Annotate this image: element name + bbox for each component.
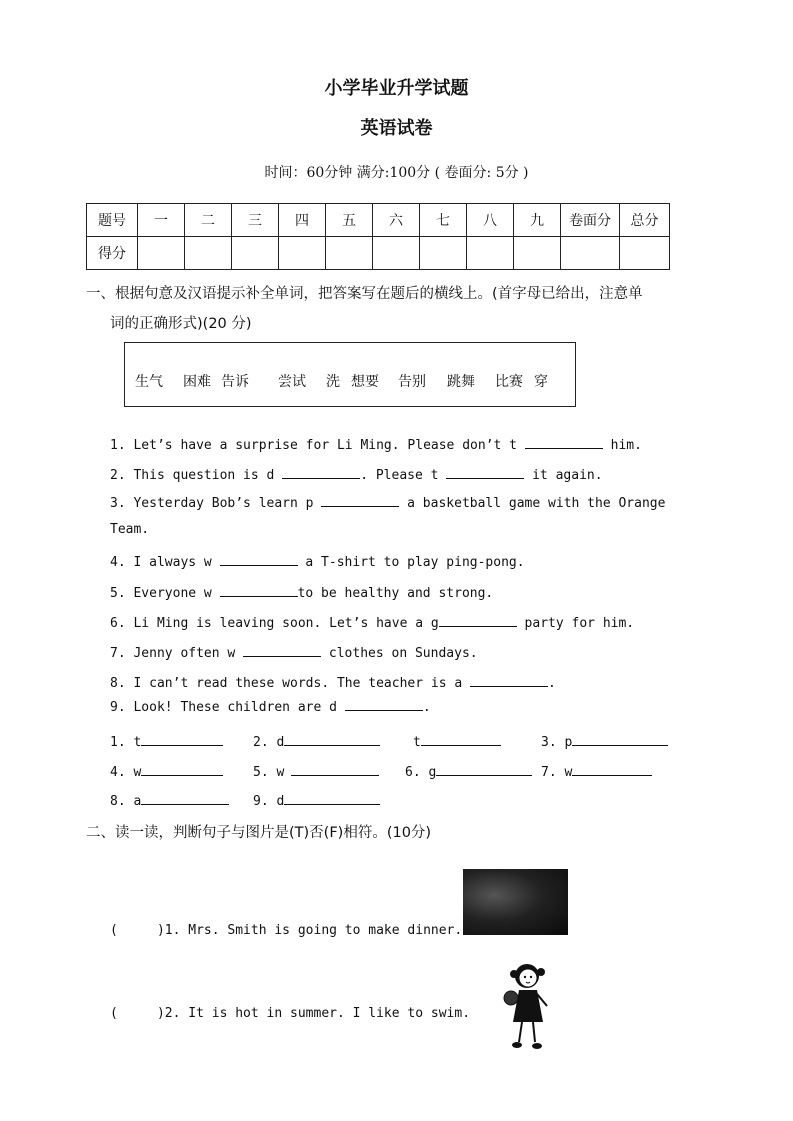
section2-heading: 二、读一读，判断句子与图片是(T)否(F)相符。(10分) xyxy=(86,825,432,841)
score-input-cell[interactable] xyxy=(138,237,185,270)
score-cell: 四 xyxy=(279,204,326,237)
score-input-cell[interactable] xyxy=(373,237,420,270)
exam-info: 时间：60分钟 满分:100分 ( 卷面分: 5分 ) xyxy=(264,165,529,181)
dinner-photo xyxy=(463,869,568,935)
answer-line[interactable] xyxy=(291,763,379,776)
answer-blank[interactable] xyxy=(220,584,298,597)
girl-face xyxy=(519,969,537,987)
question-9: 9. Look! These children are d . xyxy=(110,700,431,715)
answer-blank[interactable] xyxy=(220,553,298,566)
score-input-cell[interactable] xyxy=(232,237,279,270)
score-input-cell[interactable] xyxy=(620,237,670,270)
answer-blank[interactable] xyxy=(446,466,524,479)
score-table xyxy=(86,203,670,270)
answer-slot: 2. d xyxy=(253,733,380,750)
section1-heading-cont: 词的正确形式)(20 分) xyxy=(110,316,252,332)
answer-blank[interactable] xyxy=(345,698,423,711)
question-4: 4. I always w a T-shirt to play ping-pong. xyxy=(110,555,525,570)
score-cell: 八 xyxy=(467,204,514,237)
word-bank xyxy=(124,342,576,407)
question-8: 8. I can’t read these words. The teacher is a . xyxy=(110,676,556,691)
score-input-cell[interactable] xyxy=(467,237,514,270)
word-bank-item: 告别 xyxy=(398,374,426,390)
answer-line[interactable] xyxy=(572,763,652,776)
score-input-cell[interactable] xyxy=(420,237,467,270)
score-cell: 七 xyxy=(420,204,467,237)
word-bank-item: 想要 xyxy=(351,374,379,390)
answer-blank[interactable] xyxy=(243,644,321,657)
exam-subtitle: 英语试卷 xyxy=(360,118,433,139)
word-bank-item: 困难 xyxy=(183,374,211,390)
question-5: 5. Everyone w to be healthy and strong. xyxy=(110,586,494,601)
score-cell: 卷面分 xyxy=(561,204,620,237)
score-input-cell[interactable] xyxy=(514,237,561,270)
word-bank-item: 穿 xyxy=(534,374,548,390)
score-table-score-row xyxy=(87,237,670,270)
tf-item-2[interactable]: ( )2. It is hot in summer. I like to swim. xyxy=(110,1006,471,1021)
answer-blank[interactable] xyxy=(282,466,360,479)
answer-line[interactable] xyxy=(141,733,223,746)
girl-fan xyxy=(504,991,518,1005)
score-input-cell[interactable] xyxy=(561,237,620,270)
answer-slot: 8. a xyxy=(110,792,229,809)
score-input-cell[interactable] xyxy=(279,237,326,270)
answer-line[interactable] xyxy=(141,763,223,776)
score-cell: 二 xyxy=(185,204,232,237)
answer-blank[interactable] xyxy=(470,674,548,687)
score-cell: 六 xyxy=(373,204,420,237)
answer-blank[interactable] xyxy=(525,436,603,449)
word-bank-item: 生气 xyxy=(135,374,163,390)
question-3-cont: Team. xyxy=(110,522,150,537)
score-input-cell[interactable] xyxy=(326,237,373,270)
word-bank-item: 洗 xyxy=(326,374,340,390)
answer-slot: 6. g xyxy=(405,763,532,780)
answer-slot: 4. w xyxy=(110,763,223,780)
answer-line[interactable] xyxy=(421,733,501,746)
score-cell: 五 xyxy=(326,204,373,237)
answer-line[interactable] xyxy=(436,763,532,776)
word-bank-item: 告诉 xyxy=(221,374,249,390)
answer-line[interactable] xyxy=(141,792,229,805)
score-input-cell[interactable] xyxy=(185,237,232,270)
answer-slot: 7. w xyxy=(541,763,652,780)
question-3: 3. Yesterday Bob’s learn p a basketball game with the Orange xyxy=(110,496,666,511)
word-bank-item: 尝试 xyxy=(278,374,306,390)
answer-blank[interactable] xyxy=(439,614,517,627)
tf-item-1[interactable]: ( )1. Mrs. Smith is going to make dinner. xyxy=(110,923,463,938)
score-cell: 得分 xyxy=(87,237,138,270)
score-cell: 三 xyxy=(232,204,279,237)
answer-line[interactable] xyxy=(284,792,380,805)
score-table-header-row xyxy=(87,204,670,237)
score-cell: 题号 xyxy=(87,204,138,237)
exam-title: 小学毕业升学试题 xyxy=(324,78,469,99)
girl-illustration xyxy=(497,960,559,1056)
word-bank-item: 比赛 xyxy=(495,374,523,390)
answer-blank[interactable] xyxy=(321,494,399,507)
answer-slot: 5. w xyxy=(253,763,379,780)
question-7: 7. Jenny often w clothes on Sundays. xyxy=(110,646,478,661)
section1-heading: 一、根据句意及汉语提示补全单词，把答案写在题后的横线上。(首字母已给出，注意单 xyxy=(86,286,643,302)
answer-line[interactable] xyxy=(572,733,668,746)
answer-slot: 9. d xyxy=(253,792,380,809)
question-1: 1. Let’s have a surprise for Li Ming. Please don’t t him. xyxy=(110,438,642,453)
word-bank-item: 跳舞 xyxy=(447,374,475,390)
question-2: 2. This question is d . Please t it again. xyxy=(110,468,603,483)
answer-slot: t xyxy=(413,733,501,750)
answer-slot: 1. t xyxy=(110,733,223,750)
question-6: 6. Li Ming is leaving soon. Let’s have a g party for him. xyxy=(110,616,635,631)
score-cell: 九 xyxy=(514,204,561,237)
answer-slot: 3. p xyxy=(541,733,668,750)
answer-line[interactable] xyxy=(284,733,380,746)
score-cell: 总分 xyxy=(620,204,670,237)
score-cell: 一 xyxy=(138,204,185,237)
